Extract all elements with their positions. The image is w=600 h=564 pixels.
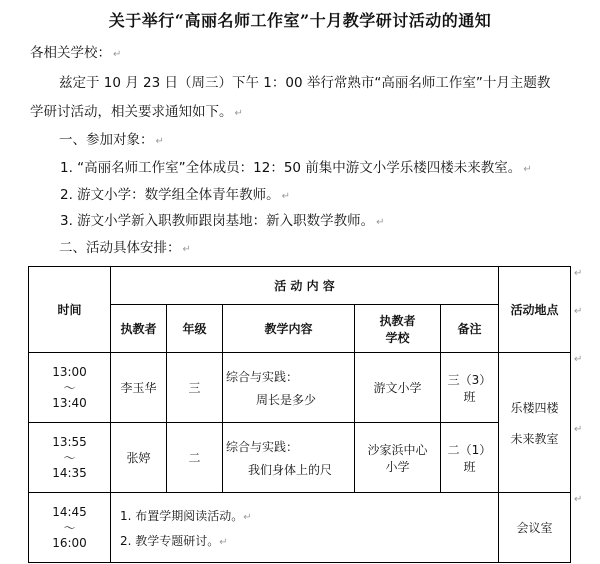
header-school-line-2: 学校 [385, 330, 410, 345]
return-mark-icon: ↵ [155, 136, 164, 147]
time-start: 14:45 [52, 505, 87, 519]
time-start: 13:55 [52, 435, 87, 449]
section-participants: 一、参加对象： ↵ [59, 132, 164, 148]
place-cell-main [499, 353, 571, 493]
participant-item-1: 1. “高丽名师工作室”全体成员：12：50 前集中游文小学乐楼四楼未来教室。 ↵ [60, 160, 532, 176]
row-end-mark-icon: ↵ [574, 424, 583, 435]
table-row [29, 493, 571, 563]
return-mark-icon: ↵ [281, 191, 291, 202]
time-end: 16:00 [52, 536, 87, 550]
place-cell-meeting: 会议室 [499, 493, 571, 563]
header-teacher: 执教者 [111, 305, 167, 353]
agenda-cell [111, 493, 499, 563]
teacher-cell: 张婷 [111, 423, 167, 493]
content-line-1: 综合与实践： [226, 369, 299, 384]
school-cell [355, 353, 441, 423]
time-separator: ～ [63, 521, 76, 535]
note-line-2: 班 [463, 389, 476, 404]
time-cell [29, 493, 111, 563]
content-line-1: 综合与实践： [226, 439, 299, 454]
return-mark-icon: ↵ [182, 244, 191, 255]
row-end-mark-icon: ↵ [574, 354, 583, 365]
grade-cell: 二 [167, 423, 223, 493]
section-schedule: 二、活动具体安排： ↵ [59, 240, 191, 256]
table-header-row-2 [29, 305, 571, 353]
time-cell [29, 423, 111, 493]
header-place: 活动地点 [499, 267, 571, 353]
header-time: 时间 [29, 267, 111, 353]
school-line-2: 小学 [385, 459, 410, 474]
note-line-2: 班 [463, 459, 476, 474]
time-separator: ～ [63, 451, 76, 465]
participant-item-3: 3. 游文小学新入职教师跟岗基地：新入职数学教师。 ↵ [60, 213, 385, 229]
note-line-1: 三（3） [447, 372, 492, 387]
table-header-row-1 [29, 267, 571, 305]
time-end: 13:40 [52, 396, 87, 410]
time-cell [29, 353, 111, 423]
agenda-item-1: 1. 布置学期阅读活动。↵ [120, 508, 252, 523]
grade-cell: 三 [167, 353, 223, 423]
time-start: 13:00 [52, 365, 87, 379]
header-grade: 年级 [167, 305, 223, 353]
intro-line-2: 学研讨活动，相关要求通知如下。 ↵ [30, 104, 243, 120]
row-end-mark-icon: ↵ [574, 306, 583, 317]
content-cell [223, 353, 355, 423]
time-end: 14:35 [52, 466, 87, 480]
row-end-mark-icon: ↵ [574, 268, 583, 279]
return-mark-icon: ↵ [523, 164, 532, 175]
place-line-1: 乐楼四楼 [510, 400, 559, 415]
header-content: 教学内容 [223, 305, 355, 353]
time-separator: ～ [63, 381, 76, 395]
content-cell [223, 423, 355, 493]
return-mark-icon: ↵ [113, 49, 122, 60]
intro-line-1: 兹定于 10 月 23 日（周三）下午 1：00 举行常熟市“高丽名师工作室”十月主题教 [59, 75, 551, 91]
salutation: 各相关学校： ↵ [30, 45, 122, 61]
agenda-item-2: 2. 教学专题研讨。↵ [120, 533, 228, 548]
return-mark-icon: ↵ [376, 217, 385, 228]
header-school-line-1: 执教者 [379, 313, 416, 328]
header-note: 备注 [441, 305, 499, 353]
place-line-2: 未来教室 [510, 431, 559, 446]
note-cell [441, 423, 499, 493]
school-line-1: 沙家浜中心 [367, 442, 428, 457]
row-end-mark-icon: ↵ [574, 494, 583, 505]
content-line-2: 我们身体上的尺 [248, 462, 333, 477]
school-cell [355, 423, 441, 493]
participant-item-2: 2. 游文小学：数学组全体青年教师。 ↵ [60, 187, 291, 203]
table-row [29, 353, 571, 423]
note-cell [441, 353, 499, 423]
return-mark-icon: ↵ [234, 108, 243, 119]
table-row [29, 423, 571, 493]
teacher-cell: 李玉华 [111, 353, 167, 423]
content-line-2: 周长是多少 [256, 392, 317, 407]
header-school [355, 305, 441, 353]
header-activity: 活 动 内 容 [111, 267, 499, 305]
note-line-1: 二（1） [447, 442, 492, 457]
schedule-table [28, 266, 571, 563]
school-line-1: 游文小学 [373, 381, 422, 395]
notice-title: 关于举行“高丽名师工作室”十月教学研讨活动的通知 [108, 11, 492, 30]
